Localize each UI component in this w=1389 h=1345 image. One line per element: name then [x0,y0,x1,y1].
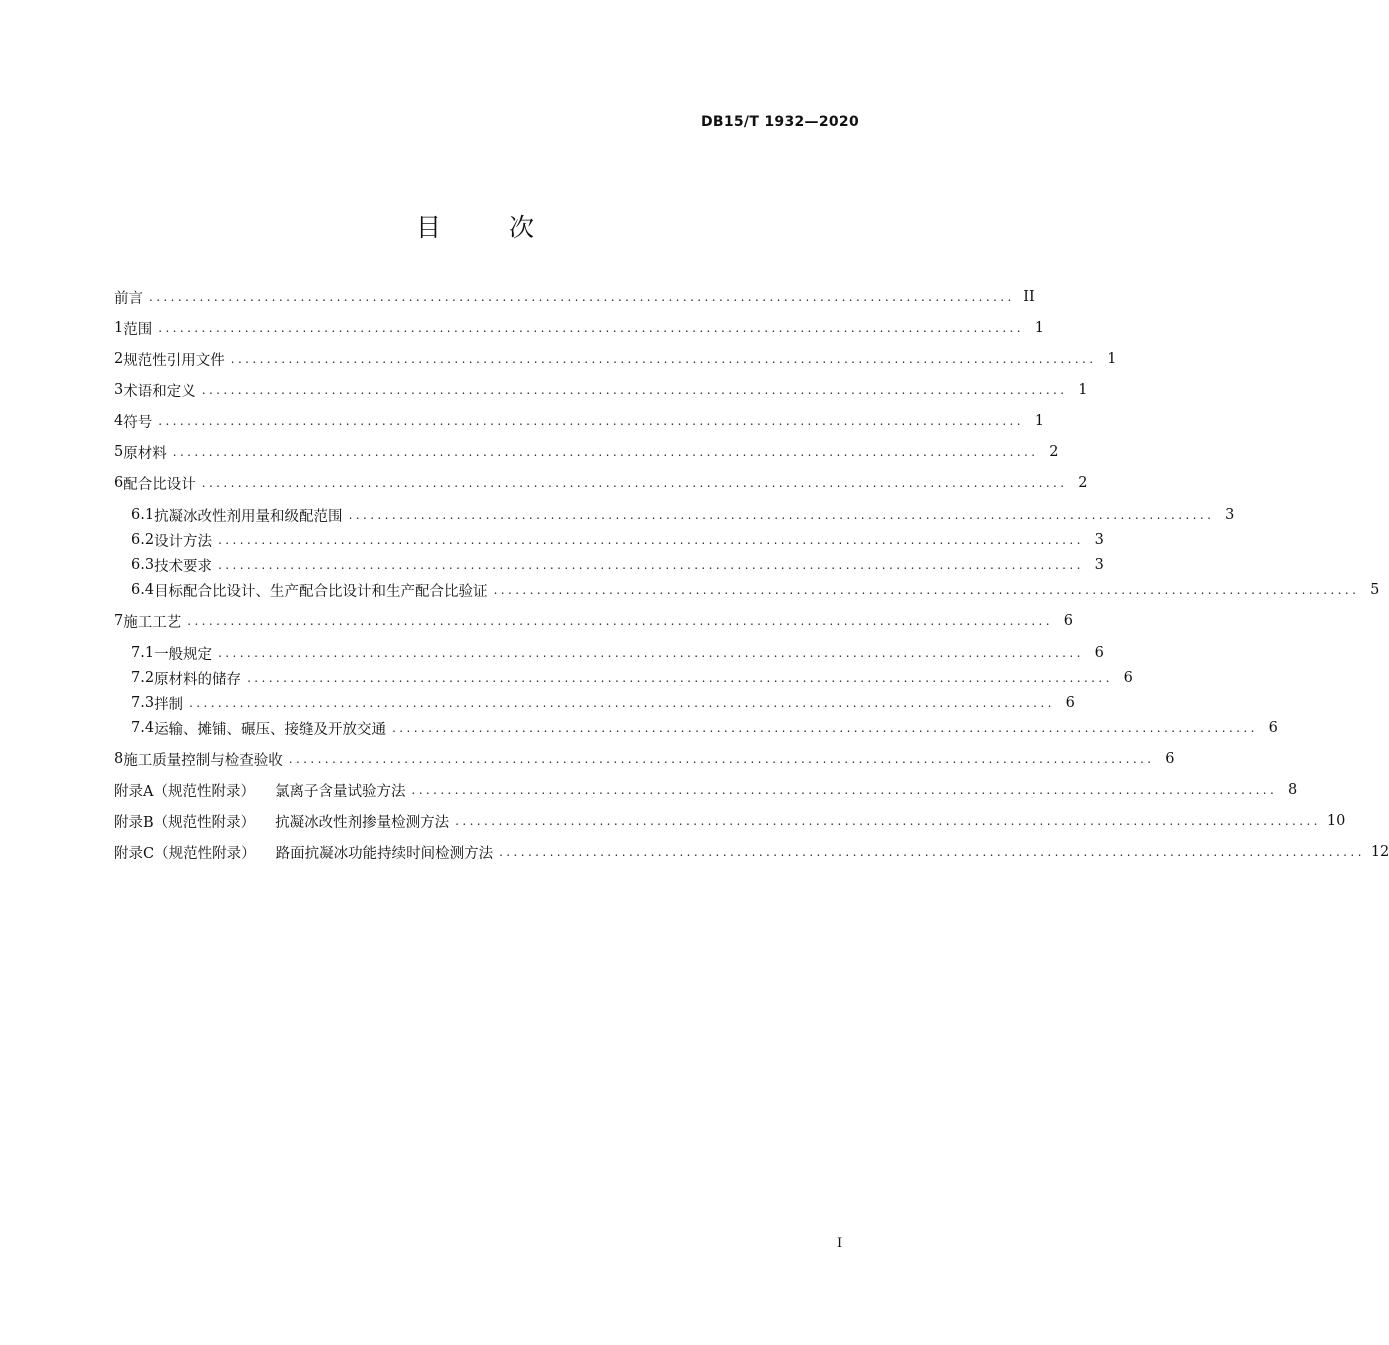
toc-entry-6-2[interactable] [131,529,1104,551]
dot-leader: ........................................................................................................................ [499,845,1365,859]
toc-entry-number: 8 [114,751,124,767]
dot-leader: ........................................................................................................................ [218,646,1084,660]
toc-entry-page: 12 [1370,844,1389,860]
toc-entry-title: 设计方法 [154,533,213,550]
toc-entry-title: 配合比设计 [123,476,196,493]
dot-leader: ........................................................................................................................ [455,814,1321,828]
toc-entry-title: 抗凝冰改性剂掺量检测方法 [275,814,450,831]
toc-entry-title: 路面抗凝冰功能持续时间检测方法 [275,845,494,862]
toc-entry-1[interactable] [114,317,1044,339]
toc-entry-number: 3 [114,382,124,398]
toc-entry-page: 1 [1078,382,1088,398]
toc-entry-number: 6.3 [131,557,155,573]
toc-entry-number: 6.2 [131,532,155,548]
toc-entry-title: 拌制 [154,696,184,713]
toc-entry-number: 6.4 [131,582,155,598]
dot-leader: ........................................................................................................................ [493,583,1360,597]
toc-entry-page: 3 [1094,557,1104,573]
toc-entry-page: 2 [1078,475,1088,491]
toc-entry-title: 一般规定 [154,646,213,663]
toc-entry-7-2[interactable] [131,667,1133,689]
toc-entry-number: 7.4 [131,720,155,736]
dot-leader: ........................................................................................................................ [218,533,1084,547]
toc-entry-3[interactable] [114,379,1088,401]
toc-entry-page: 2 [1049,444,1059,460]
toc-entry-page: 5 [1370,582,1380,598]
toc-entry-appendix-b[interactable] [114,810,1346,832]
toc-entry-4[interactable] [114,410,1044,432]
toc-entry-7-3[interactable] [131,692,1075,714]
toc-entry-number: 1 [114,320,124,336]
dot-leader: ........................................................................................................................ [230,352,1097,366]
toc-entry-7-1[interactable] [131,642,1104,664]
dot-leader: ........................................................................................................................ [218,558,1084,572]
toc-entry-title: 前言 [114,290,143,307]
toc-entry-number: 附录C（规范性附录） [114,845,256,862]
toc-entry-title: 施工工艺 [123,614,182,631]
toc-entry-page: 6 [1065,695,1075,711]
toc-entry-page: 8 [1287,782,1298,798]
toc-entry-page: 1 [1107,351,1117,367]
toc-entry-number: 5 [114,444,124,460]
toc-entry-page: 6 [1268,720,1278,736]
toc-entry-6-1[interactable] [131,504,1235,526]
toc-entry-page: 3 [1225,507,1235,523]
toc-entry-page: 6 [1165,751,1175,767]
dot-leader: ........................................................................................................................ [172,445,1039,459]
toc-entry-number: 7.1 [131,645,155,661]
toc-entry-title: 规范性引用文件 [123,352,225,369]
toc-entry-number: 6.1 [131,507,155,523]
dot-leader: ........................................................................................................................ [247,671,1113,685]
toc-entry-number: 7.2 [131,670,155,686]
toc-entry-number: 7 [114,613,124,629]
dot-leader: ........................................................................................................................ [149,290,1015,304]
toc-entry-7[interactable] [114,610,1073,632]
toc-entry-2[interactable] [114,348,1117,370]
toc-entry-page: 1 [1034,413,1044,429]
toc-entry-preface[interactable] [114,286,1035,308]
dot-leader: ........................................................................................................................ [158,414,1024,428]
toc-entry-page: 1 [1034,320,1044,336]
toc-entry-6-3[interactable] [131,554,1104,576]
dot-leader: ........................................................................................................................ [348,508,1215,522]
toc-entry-number: 附录A（规范性附录） [114,783,255,800]
toc-entry-number: 6 [114,475,124,491]
toc-entry-title: 施工质量控制与检查验收 [123,752,283,769]
toc-title: 目 次 [416,213,564,242]
dot-leader: ........................................................................................................................ [288,752,1155,766]
document-code: DB15/T 1932—2020 [700,114,859,130]
toc-entry-title: 技术要求 [154,558,213,575]
toc-entry-title: 目标配合比设计、生产配合比设计和生产配合比验证 [154,583,488,600]
toc-entry-page: 6 [1063,613,1073,629]
toc-entry-title: 范围 [123,321,153,338]
dot-leader: ........................................................................................................................ [187,614,1053,628]
toc-entry-page: 10 [1326,813,1346,829]
toc-entry-number: 2 [114,351,124,367]
dot-leader: ........................................................................................................................ [411,783,1278,797]
dot-leader: ........................................................................................................................ [201,476,1068,490]
toc-entry-title: 术语和定义 [123,383,196,400]
toc-entry-5[interactable] [114,441,1059,463]
toc-entry-page: 6 [1094,645,1104,661]
toc-entry-title: 原材料的储存 [154,671,242,688]
toc-entry-number: 附录B（规范性附录） [114,814,256,831]
toc-entry-number: 7.3 [131,695,155,711]
toc-entry-title: 运输、摊铺、碾压、接缝及开放交通 [154,721,387,738]
toc-entry-6-4[interactable] [131,579,1380,601]
page-number: I [837,1236,843,1251]
toc-entry-title: 符号 [123,414,153,431]
toc-entry-8[interactable] [114,748,1175,770]
toc-entry-page: 3 [1094,532,1104,548]
toc-entry-title: 原材料 [123,445,167,462]
toc-entry-page: II [1023,289,1035,305]
toc-entry-title: 氯离子含量试验方法 [274,783,406,800]
toc-entry-page: 6 [1123,670,1133,686]
toc-entry-7-4[interactable] [131,717,1278,739]
toc-entry-appendix-c[interactable] [114,841,1389,863]
dot-leader: ........................................................................................................................ [201,383,1068,397]
toc-entry-number: 4 [114,413,124,429]
toc-entry-title: 抗凝冰改性剂用量和级配范围 [154,508,343,525]
toc-entry-6[interactable] [114,472,1088,494]
dot-leader: ........................................................................................................................ [158,321,1024,335]
dot-leader: ........................................................................................................................ [392,721,1258,735]
toc-entry-appendix-a[interactable] [114,779,1298,801]
dot-leader: ........................................................................................................................ [189,696,1055,710]
